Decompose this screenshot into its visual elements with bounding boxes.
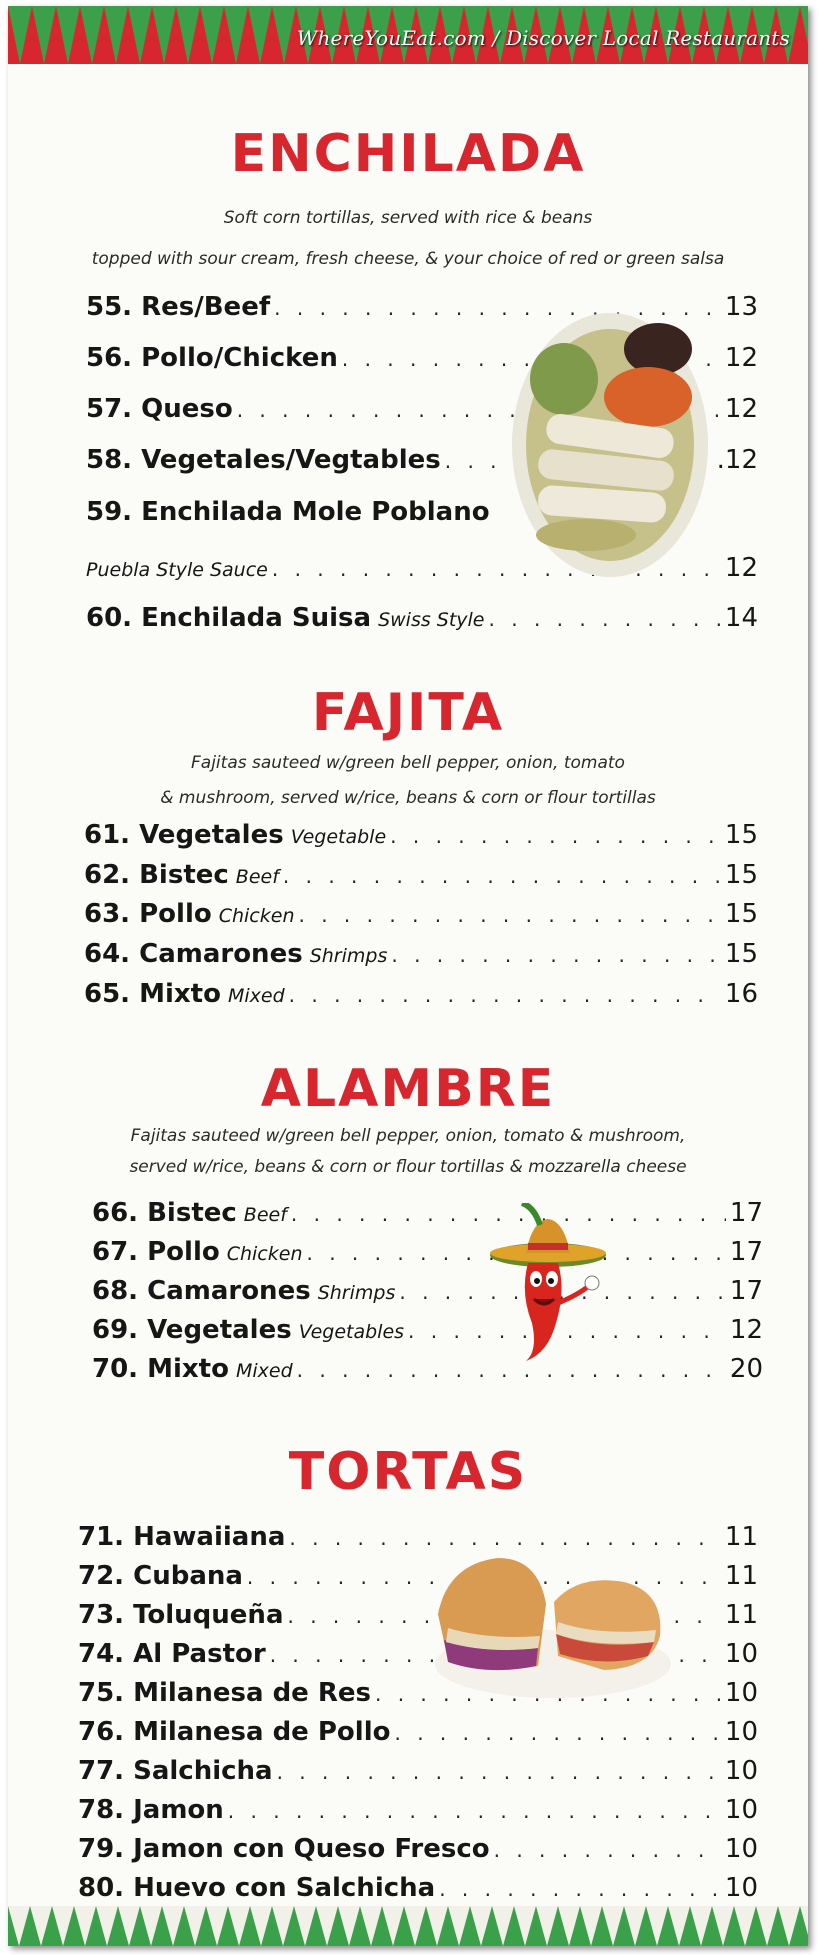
item-price: 14	[724, 603, 758, 633]
item-price: 17	[729, 1276, 763, 1306]
item-price: 10	[724, 1756, 758, 1786]
menu-page	[8, 6, 808, 1946]
menu-item-70	[92, 1352, 763, 1386]
dot-leader	[494, 1833, 721, 1867]
item-name: 62. Bistec	[84, 860, 229, 890]
dot-leader	[489, 602, 721, 636]
menu-item-66	[92, 1196, 763, 1230]
item-price: 13	[724, 292, 758, 322]
section-title-enchilada: ENCHILADA	[230, 124, 586, 184]
site-credit: WhereYouEat.com / Discover Local Restaurants	[296, 26, 790, 50]
alambre-description-line-1: Fajitas sauteed w/green bell pepper, onion, tomato & mushroom,	[130, 1126, 686, 1146]
item-name: 76. Milanesa de Pollo	[78, 1717, 391, 1747]
item-subtitle: Chicken	[218, 905, 295, 927]
item-name: 65. Mixto	[84, 979, 221, 1009]
item-subtitle: Vegetable	[290, 826, 387, 848]
fajita-description-line-2: & mushroom, served w/rice, beans & corn or flour tortillas	[160, 788, 656, 808]
item-subtitle: Beef	[243, 1204, 287, 1226]
item-name: 80. Huevo con Salchicha	[78, 1873, 436, 1903]
item-subtitle: Shrimps	[317, 1282, 396, 1304]
item-price: 17	[729, 1237, 763, 1267]
menu-item-69	[92, 1313, 763, 1347]
item-name: 57. Queso	[86, 394, 233, 424]
dot-leader	[394, 1716, 720, 1750]
item-name: 71. Hawaiiana	[78, 1522, 286, 1552]
item-price: 15	[724, 820, 758, 850]
enchilada-plate-photo	[508, 309, 713, 581]
dot-leader	[277, 1755, 721, 1789]
item-name: 79. Jamon con Queso Fresco	[78, 1834, 490, 1864]
item-price: 15	[724, 939, 758, 969]
item-subtitle: Chicken	[226, 1243, 303, 1265]
item-name: 77. Salchicha	[78, 1756, 273, 1786]
item-name: 55. Res/Beef	[86, 292, 271, 322]
menu-item-78	[78, 1793, 758, 1827]
menu-item-60	[86, 601, 758, 635]
item-name: 58. Vegetales/Vegtables	[86, 445, 441, 475]
item-price: 12	[729, 1315, 763, 1345]
dot-leader	[228, 1794, 721, 1828]
item-name: 59. Enchilada Mole Poblano	[86, 497, 490, 527]
item-price: 12	[724, 343, 758, 373]
dot-leader	[391, 938, 721, 972]
item-price: 10	[724, 1873, 758, 1903]
enchilada-description-line-2: topped with sour cream, fresh cheese, & your choice of red or green salsa	[91, 249, 725, 269]
item-name: 61. Vegetales	[84, 820, 284, 850]
item-price: 11	[724, 1522, 758, 1552]
menu-item-64	[84, 937, 758, 971]
item-subtitle: Puebla Style Sauce	[86, 559, 268, 581]
item-name: 70. Mixto	[92, 1354, 229, 1384]
bottom-zigzag-border	[8, 1906, 808, 1946]
section-title-alambre: ALAMBRE	[260, 1059, 556, 1119]
item-name: 66. Bistec	[92, 1198, 237, 1228]
item-name: 56. Pollo/Chicken	[86, 343, 338, 373]
item-subtitle: Swiss Style	[378, 609, 485, 631]
item-subtitle: Shrimps	[309, 945, 388, 967]
item-price: 10	[724, 1678, 758, 1708]
item-name: 75. Milanesa de Res	[78, 1678, 371, 1708]
item-subtitle: Beef	[235, 866, 279, 888]
dot-leader	[439, 1872, 721, 1906]
item-name: 68. Camarones	[92, 1276, 311, 1306]
dot-leader	[299, 898, 721, 932]
item-subtitle: Vegetables	[298, 1321, 405, 1343]
menu-item-67	[92, 1235, 763, 1269]
dot-leader	[289, 978, 721, 1012]
menu-item-63	[84, 897, 758, 931]
enchilada-description-line-1: Soft corn tortillas, served with rice & beans	[223, 208, 593, 228]
item-subtitle: Mixed	[227, 985, 285, 1007]
item-name: 60. Enchilada Suisa	[86, 603, 372, 633]
item-name: 69. Vegetales	[92, 1315, 292, 1345]
menu-item-62	[84, 858, 758, 892]
dot-leader	[390, 819, 721, 853]
item-price: 15	[724, 860, 758, 890]
dot-leader	[283, 859, 721, 893]
item-name: 73. Toluqueña	[78, 1600, 284, 1630]
alambre-description-line-2: served w/rice, beans & corn or flour tortillas & mozzarella cheese	[129, 1157, 687, 1177]
item-price: 10	[724, 1639, 758, 1669]
torta-sandwich-photo	[428, 1544, 678, 1704]
item-price: 10	[724, 1717, 758, 1747]
fajita-description-line-1: Fajitas sauteed w/green bell pepper, onion, tomato	[191, 753, 625, 773]
menu-item-79	[78, 1832, 758, 1866]
menu-item-65	[84, 977, 758, 1011]
item-subtitle: Mixed	[235, 1360, 293, 1382]
menu-item-68	[92, 1274, 763, 1308]
item-price: .12	[716, 445, 758, 475]
item-price: 17	[729, 1198, 763, 1228]
item-price: 10	[724, 1834, 758, 1864]
item-price: 12	[724, 553, 758, 583]
chili-mascot-icon	[486, 1203, 616, 1363]
menu-item-77	[78, 1754, 758, 1788]
section-title-fajita: FAJITA	[311, 683, 505, 743]
menu-item-61	[84, 818, 758, 852]
item-name: 64. Camarones	[84, 939, 303, 969]
item-price: 11	[724, 1600, 758, 1630]
item-price: 16	[724, 979, 758, 1009]
item-name: 78. Jamon	[78, 1795, 224, 1825]
item-name: 63. Pollo	[84, 899, 212, 929]
item-price: 15	[724, 899, 758, 929]
item-name: 74. Al Pastor	[78, 1639, 266, 1669]
item-name: 72. Cubana	[78, 1561, 243, 1591]
item-price: 12	[724, 394, 758, 424]
item-price: 11	[724, 1561, 758, 1591]
section-title-tortas: TORTAS	[288, 1442, 528, 1502]
menu-item-76	[78, 1715, 758, 1749]
item-price: 20	[729, 1354, 763, 1384]
menu-item-80	[78, 1871, 758, 1905]
item-price: 10	[724, 1795, 758, 1825]
item-name: 67. Pollo	[92, 1237, 220, 1267]
